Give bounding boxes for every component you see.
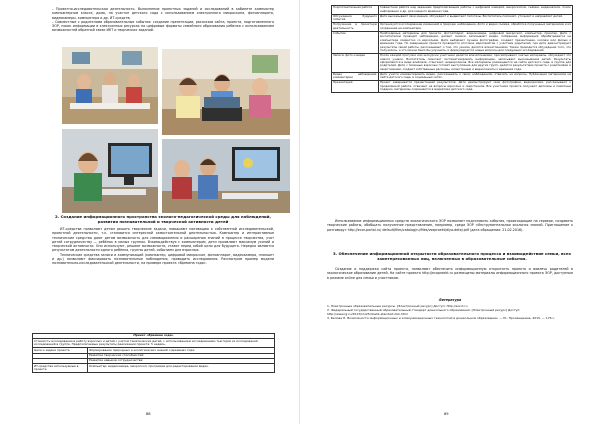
table-cell-label: ИТ-средства используемые в проекте	[33, 364, 88, 373]
table-cell-label: Событие	[332, 31, 379, 53]
table-row	[332, 72, 573, 81]
literature-title: Литература	[438, 298, 462, 302]
table-cell-value: Дети учатся комментировать видео, рассказывать о своих наблюдениях, отвечать на вопросы. Публикация материалов на сайте детского сада, в социальных сетях.	[380, 71, 571, 80]
table-cell-value: Формирование природных и экологических знаний о временах года;	[88, 348, 275, 353]
project-table-title: Проект «Времена года»	[33, 334, 275, 339]
table-row	[332, 14, 573, 23]
right-page	[300, 0, 600, 424]
table-cell-value: Совместная работа над заданием предполагающим работы с цифровой камерой, микроскопом, съёмки, видеозаписи, поиск информации и др. для каждого времени года.	[380, 5, 571, 13]
photo-children-classroom	[62, 47, 158, 124]
literature-item: 2. Федеральный государственный образовательный стандарт дошкольного образования. [Электронный ресурс] Доступ: http://www.rg.ru/2013/11/25/doshk-standart-dok.html	[327, 307, 521, 316]
page-number-left: 88	[146, 412, 151, 416]
photo-child-computer	[62, 129, 158, 213]
table-row	[332, 81, 573, 93]
table-cell-value: Проект завершается презентацией результатов. Дети демонстрируют свои фотографии, видеоролики, рассказывают о проделанной работе, отвечают на вопросы взрослых и сверстников. Все участники проекта получают дипломы и памятные подарки, материалы сохраняются в медиатеке детского сада.	[380, 80, 571, 92]
section-heading-2: 2. Создание информационного пространства эколого-педагогической среды для наблюдений, развития познавательной и творческой активности детей	[55, 214, 271, 224]
project-table-continued	[331, 5, 573, 93]
table-cell-label: Видео наблюдения, комментарии	[333, 71, 377, 80]
table-cell-label: Цели и задачи проекта	[33, 348, 88, 353]
section-heading-3: 3. Обеспечение информационной открытости образовательного процесса и взаимодействие семьи, всех заинтересованных лиц, включенных в образовательные события.	[333, 251, 571, 261]
table-row	[332, 6, 573, 15]
table-cell-value: Дети высказывают свои мнения, обсуждают и выдвигают гипотезы. Воспитатель поясняет, уточняет и направляет детей.	[379, 14, 573, 23]
literature-list	[327, 305, 573, 321]
literature-item: 3. Белова Н. Возможности информационных и коммуникационных технологий в дошкольном образовании. — М.: Просвещение, 2015. — 176 с.	[327, 315, 556, 320]
photo-children-laptop-image	[162, 49, 290, 135]
table-row	[332, 23, 573, 32]
section-2-body	[52, 227, 274, 266]
photo-children-screen-image	[162, 139, 290, 213]
table-cell-label: Подготовительная работа	[332, 6, 379, 15]
table-cell-value: Организуется исследование изменений в природе: наблюдение, фото и видео съёмка, обработка полученных материалов и их сохранение на компьютере.	[380, 22, 571, 30]
table-cell-label: Записи, фото и видео	[332, 53, 379, 72]
photo-children-screen	[162, 139, 290, 213]
paragraph-eor: Использование информационных средств экологического ЭОР позволяет подготовить события, происходящие на сервере, создавать творческие работы, обобщать полученное представление, например, среда ЭОР «Инструментальная экология знаний. Приглашение к разговору» http://ecor-portal.ru/ default/files/catalog/ru/files/vseproekt/dlya-detej.pdf (дата обращения: 21.02.2016).	[327, 219, 573, 232]
photo-child-computer-image	[62, 129, 158, 213]
table-cell-label: Презентация	[332, 81, 379, 93]
table-cell-value: Развитие творческих способностей;	[88, 353, 275, 358]
paragraph-site: Создание и поддержка сайта проекта, позволяют обеспечить информационную открытость проекта и вовлечь родителей в экологическое образование детей. На сайте проекта http://ecoproekt.ru размещены материалы информационного проекта ЭОР, доступные в режиме online для семьи и участников.	[327, 267, 573, 280]
table-cell-value: Необходимые материалы для проекта: фотоаппарат, видеокамера, цифровой микроскоп, компьютер, принтер. Дети с воспитателем проводят наблюдения, делают снимки, записывают видео. Собранная информация обрабатывается на компьютере совместно со взрослыми. Дети выбирают лучшие фотографии, создают презентацию, коллаж или фильм о временах года. По завершении проекта проводится итоговое мероприятие с участием родителей, где дети демонстрируют результаты своей работы, рассказывают о том, что узнали, делятся впечатлениями. Также проводится обсуждение того, что получилось, а что можно было бы улучшить, и формулируются новые вопросы для следующих исследований.	[380, 30, 571, 53]
project-table-description: Стоимость исследования в работу взрослых и детей с учетом тематических детей, с использованием исследованием тьюторов из исследований исследований в группе. Предполагаемые результаты реализации проекта: 5 недель.	[33, 339, 275, 348]
section-2-paragraph-2: Технические средства записи и коммуникаций (компьютер, цифровой микроскоп, фотоаппарат, видеокамера, планшет и др.) позволяют фиксировать познавательные наблюдения, проводить исследования. Рассмотрим пример модели познавательно-исследовательской деятельности, на примере проекта «Времена года».	[52, 252, 274, 266]
intro-paragraph-1: – Проектно-исследовательская деятельность. Выполнение проектных заданий и исследований в кабинете компьютер компьютерном классе, дома, на участке детского сада с использованием электронного микроскопа, фотоаппарата, видеокамеры, компьютера и др. ИТ-средств;	[52, 7, 274, 20]
table-row	[33, 364, 275, 373]
table-cell-value: Компьютер, видеокамера, микроскоп, программа для редактирования видео.	[88, 364, 275, 373]
table-cell-label: Обсуждение будущего события	[333, 13, 377, 22]
intro-paragraph-2: – Совместные с родителями образовательные события: создание презентации, рассказов сайта, проекта, подготовленного ЭОР, поиск информации в электронных ресурсах на цифровые форматы семейного образования ребенка с использованием возможностей обратной связи ИКТ и творческих заданий.	[52, 19, 274, 33]
intro-text	[52, 7, 274, 33]
page-number-right: 89	[444, 412, 449, 416]
table-row	[332, 53, 573, 72]
table-cell-label: Погружение в проектную деятельность	[333, 22, 377, 30]
photo-children-classroom-image	[62, 47, 158, 124]
photo-children-laptop	[162, 49, 290, 135]
photo-collage	[62, 47, 290, 213]
project-table-start	[32, 333, 275, 373]
table-cell-value: После каждой прогулки или экскурсии участники делятся впечатлениями, просматривают снятые материалы, обсуждают что нового узнали. Воспитатель помогает систематизировать информацию, записывает высказывания детей. Результаты оформляются в виде альбомов, стенгазет, видеороликов. Все материалы размещаются на сайте детского сада, в группе для родителей. Дети с помощью взрослых готовят выступление для других групп, делятся результатами проекта с родителями и сверстниками, создают собственные рассказы, иллюстрации и видеосюжеты о временах года.	[380, 53, 571, 71]
table-row	[332, 31, 573, 53]
table-cell-value: Развитие навыков сотрудничества;	[88, 359, 275, 364]
section-2-paragraph-1: ИТ-средства позволяют детям решать творческие задачи, повышают мотивацию к собственной исследовательской, проектной деятельности, т.к. становится интересной самостоятельной деятельностью. Компьютер и интерактивные технические средства дают детям возможность для самовыражения и расширения знаний в процессе творчества, учат детей сотрудничеству — ребёнок в малых группах. Взаимодействуя с компьютером, дети проявляют максимум усилий и творческой активности. Они используют, решают возможности, ставят перед собой цели для будущего. Нередко являются результатом деятельности одного ребёнка, группы детей, событием для взрослых.	[52, 227, 274, 253]
literature-item: 1. Электронные образовательные ресурсы. [Электронный ресурс] Доступ: http://eor.it.ru	[327, 304, 468, 308]
